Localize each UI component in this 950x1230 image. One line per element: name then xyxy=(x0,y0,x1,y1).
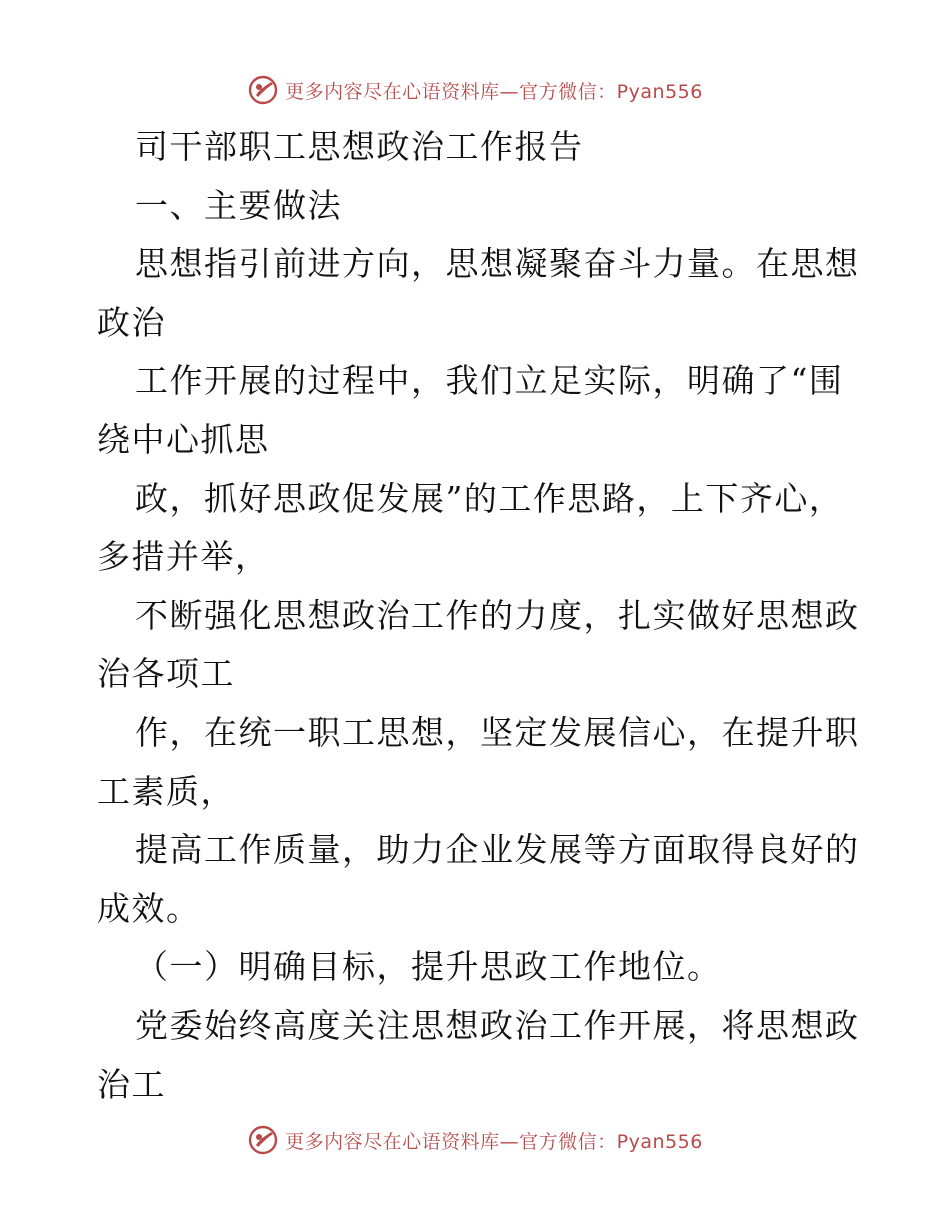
text-line: 政治 xyxy=(97,302,166,342)
text-line: 成效。 xyxy=(97,888,201,928)
seal-logo-icon xyxy=(247,1124,279,1156)
text-line: 政，抓好思政促发展”的工作思路，上下齐心， xyxy=(135,478,844,518)
document-body xyxy=(97,118,860,1114)
text-line: 治各项工 xyxy=(97,654,235,694)
text-line: 作，在统一职工思想，坚定发展信心，在提升职 xyxy=(135,712,860,752)
text-line: 工作开展的过程中，我们立足实际，明确了“围 xyxy=(135,361,844,401)
text-line: 思想指引前进方向，思想凝聚奋斗力量。在思想 xyxy=(135,244,860,284)
header-watermark xyxy=(0,70,950,110)
footer-watermark xyxy=(0,1120,950,1160)
text-line: （一）明确目标，提升思政工作地位。 xyxy=(135,947,722,987)
text-line: 工素质， xyxy=(97,771,235,811)
text-line: 提高工作质量，助力企业发展等方面取得良好的 xyxy=(135,830,860,870)
text-line: 党委始终高度关注思想政治工作开展，将思想政 xyxy=(135,1005,860,1045)
text-line: 绕中心抓思 xyxy=(97,419,270,459)
watermark-text: 更多内容尽在心语资料库—官方微信：Pyan556 xyxy=(285,80,703,103)
seal-logo-icon xyxy=(247,74,279,106)
watermark-text: 更多内容尽在心语资料库—官方微信：Pyan556 xyxy=(285,1130,703,1153)
text-line: 多措并举， xyxy=(97,537,270,577)
text-line: 治工 xyxy=(97,1064,166,1104)
text-line: 司干部职工思想政治工作报告 xyxy=(135,127,584,166)
text-line: 不断强化思想政治工作的力度，扎实做好思想政 xyxy=(135,595,860,635)
text-line: 一、主要做法 xyxy=(135,185,342,225)
